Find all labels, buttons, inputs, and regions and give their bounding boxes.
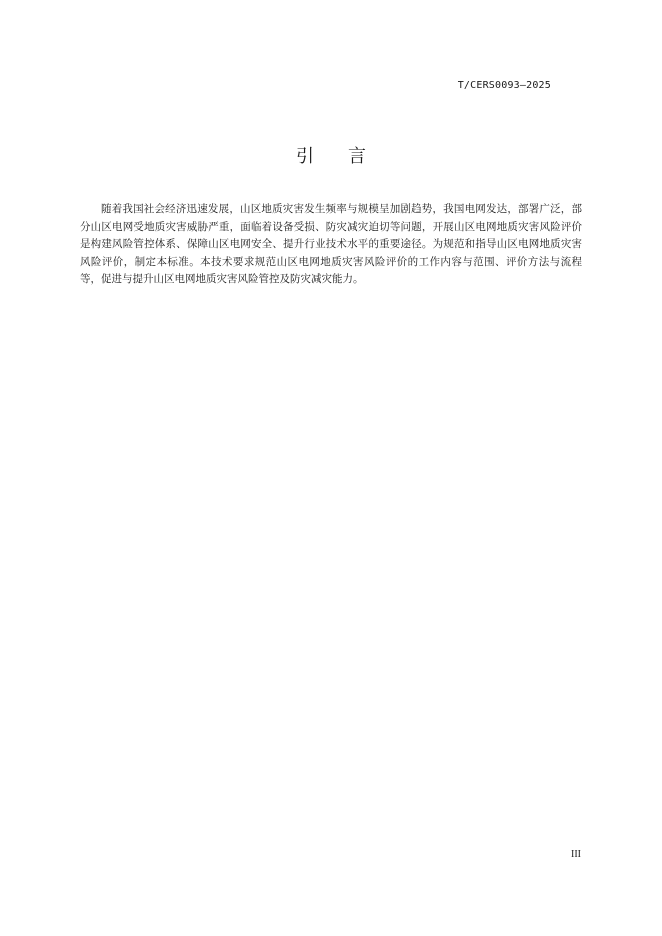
document-code: T/CERS0093—2025 xyxy=(457,80,551,91)
page-number: III xyxy=(571,849,581,860)
introduction-paragraph: 随着我国社会经济迅速发展，山区地质灾害发生频率与规模呈加剧趋势，我国电网发达，部署广泛，部分山区电网受地质灾害威胁严重，面临着设备受损、防灾减灾迫切等问题，开展山区电网地质灾害风险评价是构建风险管控体系、保障山区电网安全、提升行业技术水平的重要途径。为规范和指导山区电网地质灾害风险评价，制定本标准。本技术要求规范山区电网地质灾害风险评价的工作内容与范围、评价方法与流程等，促进与提升山区电网地质灾害风险管控及防灾减灾能力。 xyxy=(80,203,582,285)
section-title: 引言 xyxy=(296,146,400,167)
